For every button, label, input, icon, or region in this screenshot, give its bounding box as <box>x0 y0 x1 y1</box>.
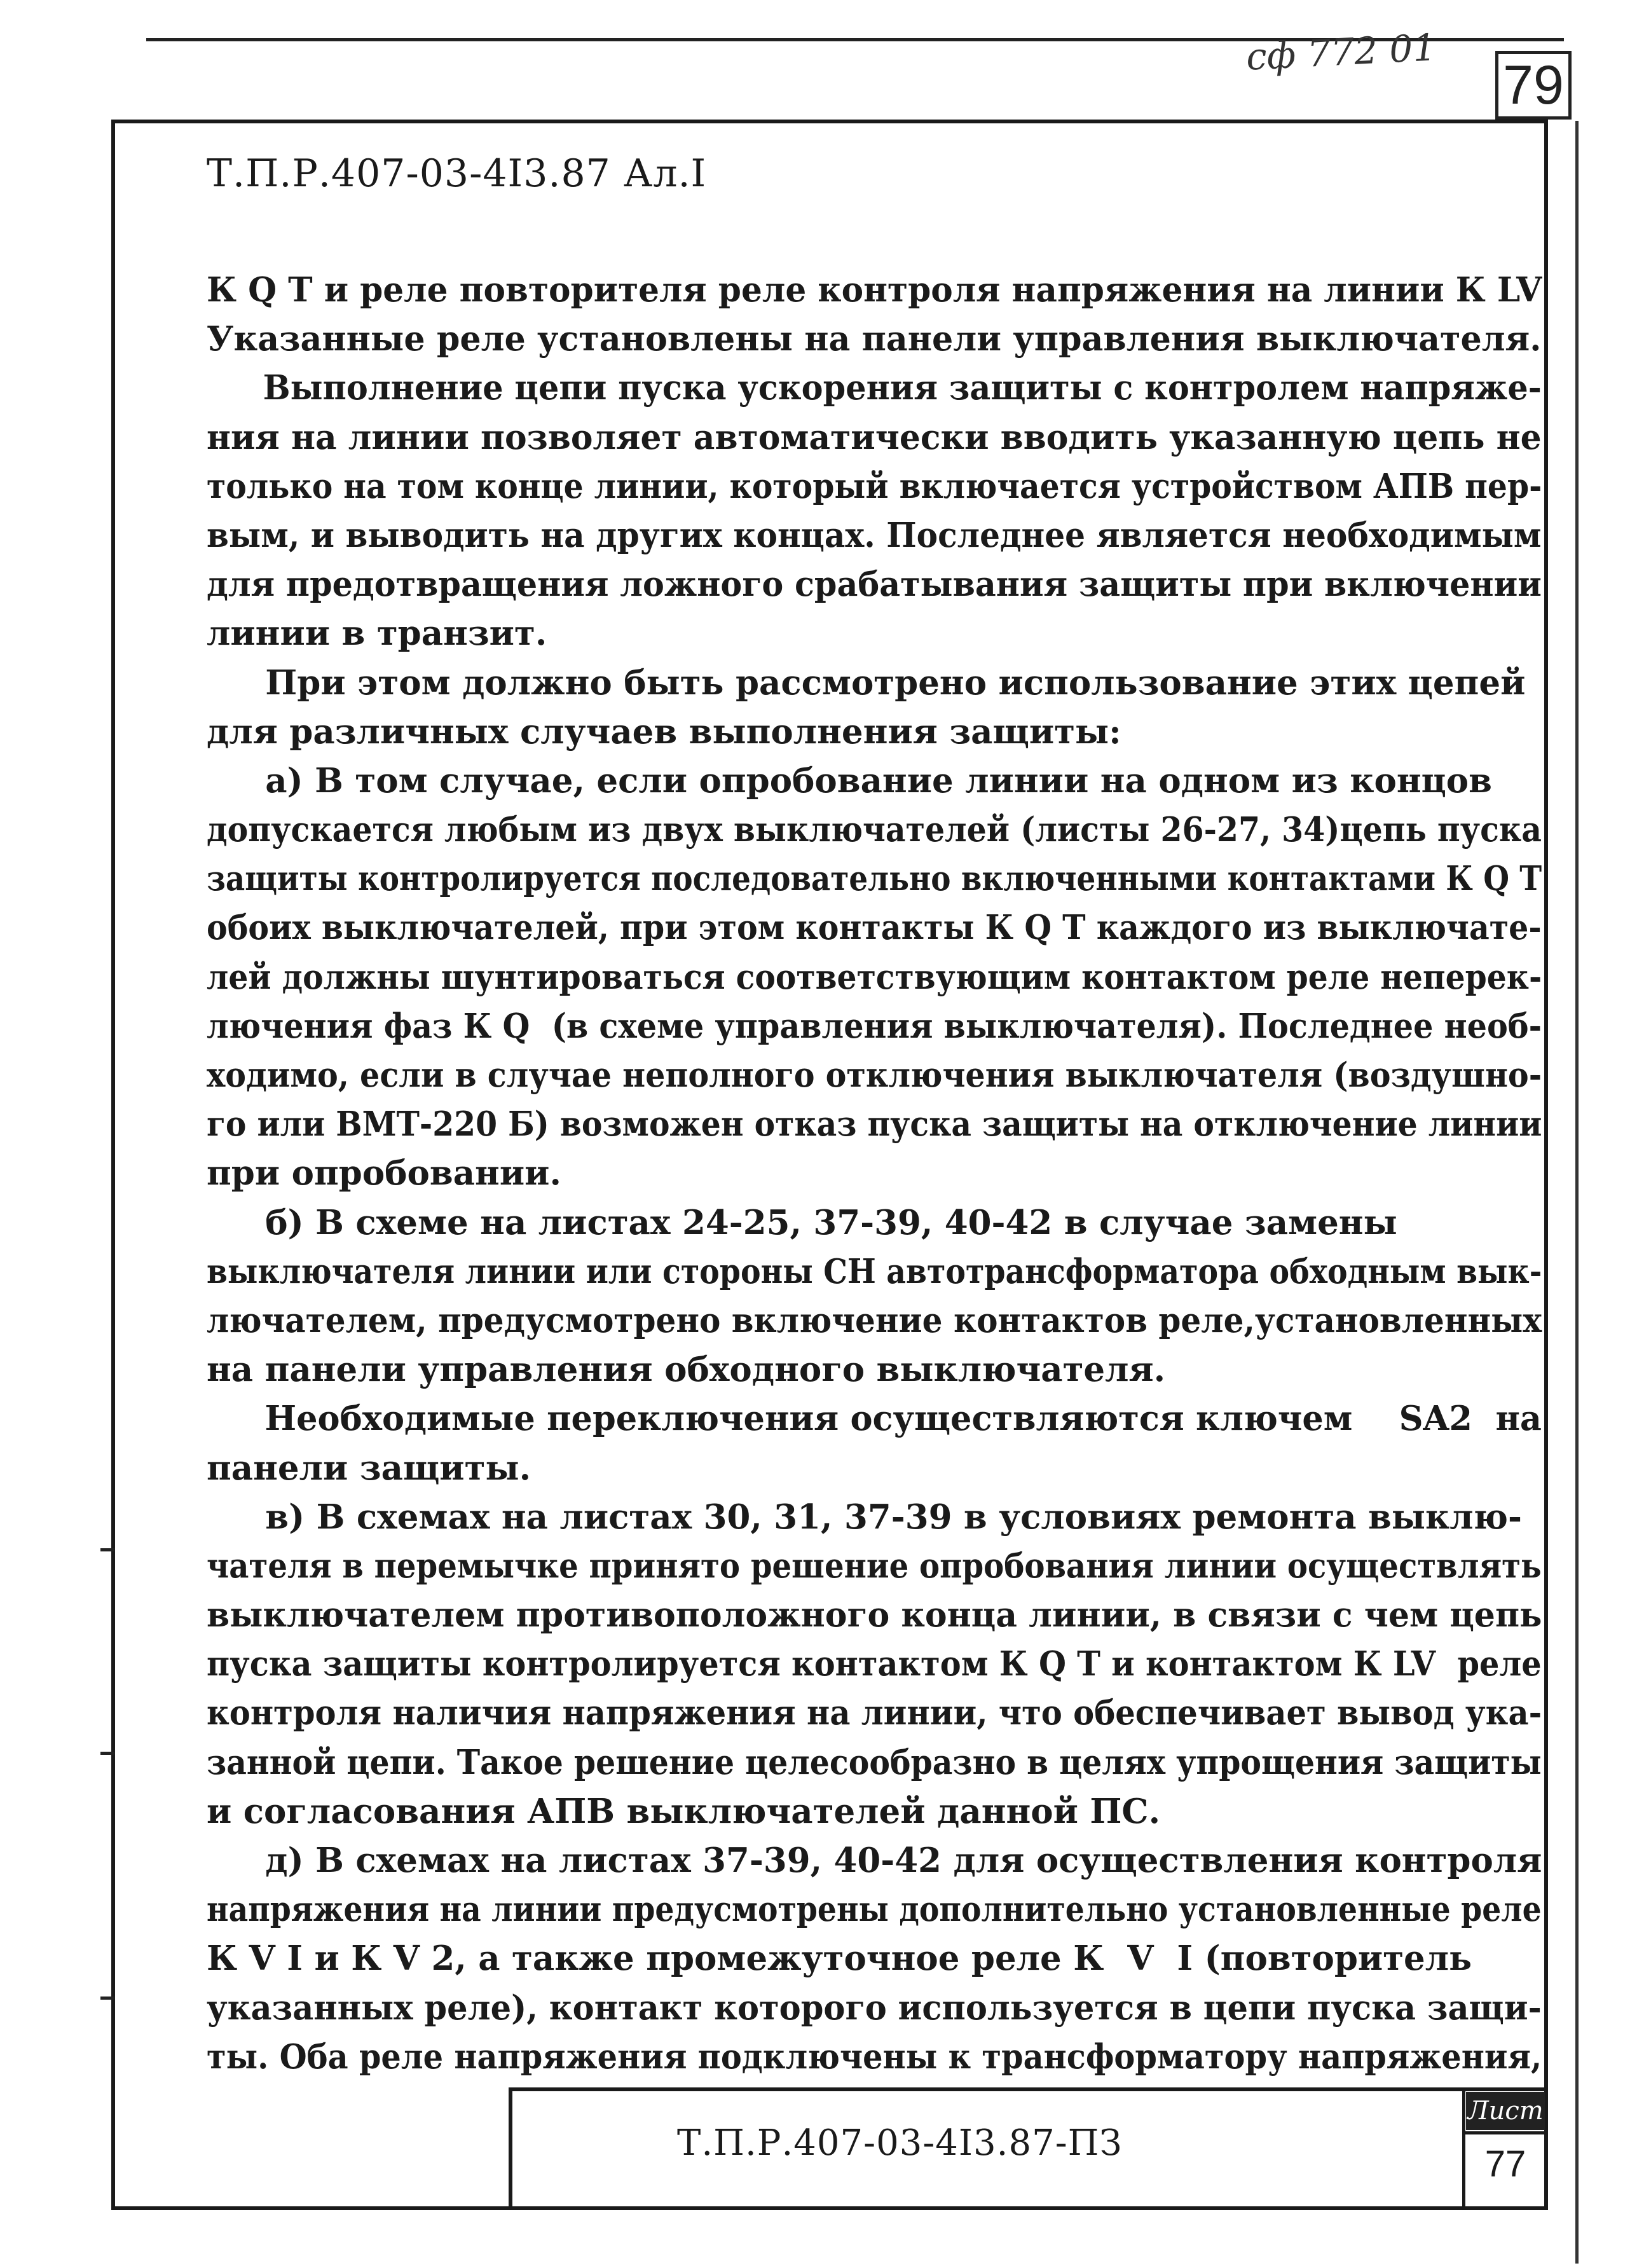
text-line: в) В схемах на листах 30, 31, 37-39 в условиях ремонта выклю- <box>207 1497 1522 1537</box>
sheet-label: Лист <box>1466 2092 1545 2130</box>
text-line: линии в транзит. <box>207 614 547 654</box>
text-line: обоих выключателей, при этом контакты К Q Т каждого из выключате- <box>207 908 1542 948</box>
text-line: панели защиты. <box>207 1448 531 1488</box>
text-line: для предотвращения ложного срабатывания защиты при включении <box>207 565 1542 605</box>
text-line: лей должны шунтироваться соответствующим контактом реле неперек- <box>207 957 1542 997</box>
text-line: и согласования АПВ выключателей данной ПС. <box>207 1791 1161 1831</box>
text-line: ты. Оба реле напряжения подключены к трансформатору напряжения, <box>207 2037 1542 2077</box>
document-code: Т.П.Р.407-03-4I3.87-ПЗ <box>677 2122 1123 2164</box>
text-line: К Q Т и реле повторителя реле контроля напряжения на линии К LV <box>207 270 1542 310</box>
text-line: б) В схеме на листах 24-25, 37-39, 40-42 в случае замены <box>207 1202 1397 1242</box>
text-line: лючения фаз К Q (в схеме управления выключателя). Последнее необ- <box>207 1006 1542 1046</box>
sheet-number: 77 <box>1484 2143 1526 2185</box>
right-edge-rule <box>1575 121 1579 2264</box>
binding-tick <box>100 1752 114 1755</box>
text-line: выключателем противоположного конца линии, в связи с чем цепь <box>207 1595 1542 1635</box>
sheet-divider <box>1465 2131 1548 2134</box>
text-line: только на том конце линии, который включается устройством АПВ пер- <box>207 466 1542 506</box>
handwritten-mark: сф 772 01 <box>1245 25 1437 79</box>
text-line: пуска защиты контролируется контактом К Q Т и контактом К LV реле <box>207 1644 1542 1684</box>
text-line: а) В том случае, если опробование линии на одном из концов <box>207 760 1492 801</box>
text-line: чателя в перемычке принято решение опробования линии осуществлять <box>207 1546 1542 1586</box>
text-line: при опробовании. <box>207 1153 561 1193</box>
text-line: выключателя линии или стороны СН автотрансформатора обходным вык- <box>207 1251 1542 1291</box>
text-line: Необходимые переключения осуществляются ключем SA2 на <box>207 1399 1542 1439</box>
text-line: вым, и выводить на других концах. Последнее является необходимым <box>207 515 1542 555</box>
text-line: д) В схемах на листах 37-39, 40-42 для осуществления контроля <box>207 1841 1542 1880</box>
text-line: указанных реле), контакт которого используется в цепи пуска защи- <box>207 1988 1542 2028</box>
text-line: для различных случаев выполнения защиты: <box>207 711 1121 752</box>
text-line: защиты контролируется последовательно включенными контактами К Q Т <box>207 859 1542 899</box>
text-line: ходимо, если в случае неполного отключения выключателя (воздушно- <box>207 1055 1542 1095</box>
text-line: К V I и К V 2, а также промежуточное реле К V I (повторитель <box>207 1939 1472 1979</box>
text-line: занной цепи. Такое решение целесообразно в целях упрощения защиты <box>207 1742 1542 1782</box>
document-reference: Т.П.Р.407-03-4I3.87 Ал.I <box>207 151 707 196</box>
text-line: При этом должно быть рассмотрено использование этих цепей <box>207 663 1526 703</box>
text-line: напряжения на линии предусмотрены дополнительно установленные реле <box>207 1890 1542 1930</box>
binding-tick <box>100 1997 114 2000</box>
text-line: допускается любым из двух выключателей (листы 26-27, 34)цепь пуска <box>207 810 1542 850</box>
text-line: Выполнение цепи пуска ускорения защиты с контролем напряже- <box>207 368 1542 408</box>
body-text <box>207 266 1542 2082</box>
text-line: контроля наличия напряжения на линии, что обеспечивает вывод ука- <box>207 1693 1542 1733</box>
page-number-box: 79 <box>1495 51 1572 120</box>
text-line: на панели управления обходного выключателя. <box>207 1350 1166 1390</box>
text-line: ния на линии позволяет автоматически вводить указанную цепь не <box>207 417 1542 457</box>
text-line: го или ВМТ-220 Б) возможен отказ пуска защиты на отключение линии <box>207 1104 1542 1144</box>
text-line: лючателем, предусмотрено включение контактов реле,установленных <box>207 1300 1542 1340</box>
text-line: Указанные реле установлены на панели управления выключателя. <box>207 319 1542 359</box>
binding-tick <box>100 1548 114 1551</box>
